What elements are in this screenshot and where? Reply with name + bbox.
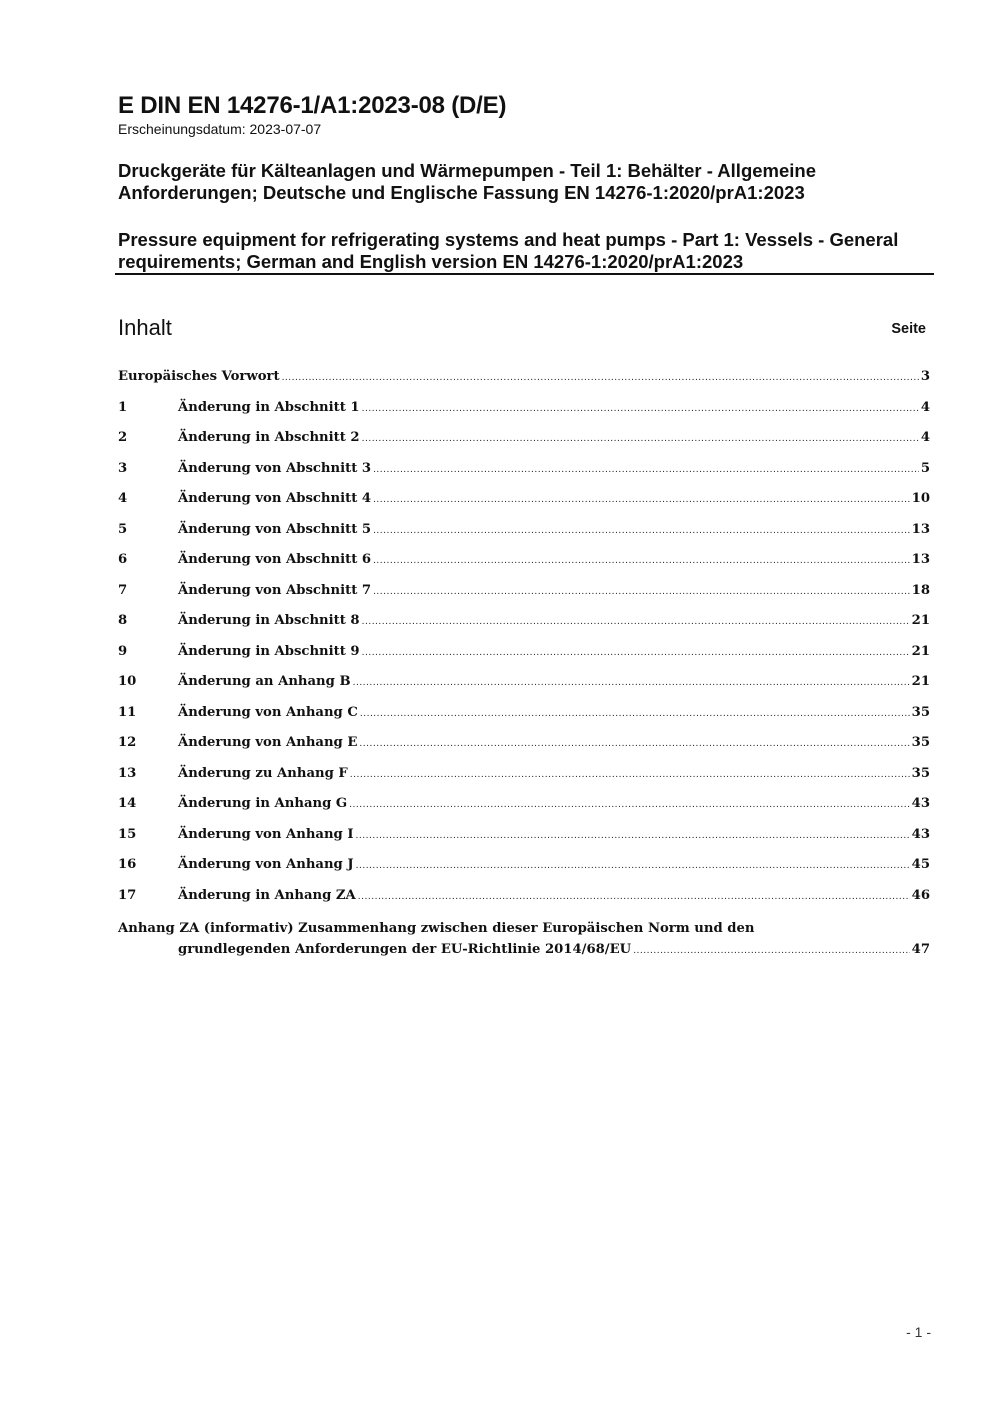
toc-entry-title: Änderung in Anhang ZA (178, 887, 356, 903)
toc-entry[interactable] (118, 857, 930, 888)
toc-entry-page: 43 (911, 796, 930, 811)
toc-entry[interactable] (118, 644, 930, 675)
toc-leader-dots (353, 678, 910, 688)
toc-leader-dots (282, 373, 919, 383)
toc-entry-number: 8 (118, 613, 128, 628)
toc-entry-number: 17 (118, 887, 137, 903)
title-english: Pressure equipment for refrigerating systems and heat pumps - Part 1: Vessels - General requirements; German and English version EN 14276-1:2020/prA1:2023 (118, 229, 899, 272)
toc-entry-page: 35 (911, 765, 930, 781)
toc-entry[interactable] (118, 766, 930, 797)
toc-entry[interactable] (118, 552, 930, 583)
title-german: Druckgeräte für Kälteanlagen und Wärmepumpen - Teil 1: Behälter - Allgemeine Anforderungen; Deutsche und Englische Fassung EN 14276-1:2020/prA1:2023 (118, 160, 817, 203)
toc-entry-annex-za[interactable] (118, 921, 930, 957)
toc-entry[interactable] (118, 796, 930, 827)
toc-annex-line1: Anhang ZA (informativ) Zusammenhang zwischen dieser Europäischen Norm und den (118, 921, 755, 936)
toc-entry-page: 35 (911, 735, 930, 750)
toc-entry[interactable] (118, 369, 930, 400)
toc-entry-title: Änderung in Anhang G (178, 796, 348, 811)
toc-entry-number: 4 (118, 491, 128, 506)
toc-entry-number: 3 (118, 460, 128, 476)
toc-entry[interactable] (118, 400, 930, 431)
toc-entry-number: 16 (118, 857, 137, 872)
toc-entry-number: 2 (118, 430, 128, 445)
toc-leader-dots (362, 434, 919, 444)
toc-entry-number: 1 (118, 399, 128, 415)
toc-entry-page: 4 (920, 430, 930, 445)
toc-entry-title: Änderung von Abschnitt 6 (178, 552, 372, 567)
toc-leader-dots (373, 495, 910, 505)
toc-entry-title: Änderung von Anhang J (178, 857, 354, 872)
toc-entry-title: Änderung von Anhang I (178, 826, 354, 842)
toc-entry[interactable] (118, 735, 930, 766)
toc-entry-number: 9 (118, 643, 128, 659)
toc-entry-page: 13 (911, 552, 930, 567)
toc-leader-dots (356, 831, 910, 841)
toc-entry-page: 45 (911, 857, 930, 872)
toc-entry[interactable] (118, 491, 930, 522)
page-number: - 1 - (906, 1324, 931, 1340)
toc-entry-number: 12 (118, 735, 137, 750)
toc-leader-dots (360, 709, 910, 719)
toc-entry[interactable] (118, 522, 930, 553)
toc-entry-title: Änderung in Abschnitt 9 (178, 643, 360, 659)
toc-entry-page: 35 (911, 704, 930, 720)
toc-entry-title: Änderung von Abschnitt 5 (178, 521, 372, 537)
toc-entry-number: 6 (118, 552, 128, 567)
toc-entry-number: 15 (118, 826, 137, 842)
toc-leader-dots (373, 526, 910, 536)
toc-entry-page: 43 (911, 826, 930, 842)
toc-leader-dots (373, 587, 910, 597)
toc-leader-dots (362, 648, 910, 658)
toc-entry-title: Änderung von Abschnitt 7 (178, 582, 372, 598)
toc-entry-page: 21 (911, 643, 930, 659)
toc-leader-dots (356, 861, 910, 871)
toc-entry-title: Änderung in Abschnitt 8 (178, 613, 360, 628)
toc-entry[interactable] (118, 827, 930, 858)
table-of-contents (118, 369, 930, 957)
toc-entry-page: 10 (911, 491, 930, 506)
toc-entry-page: 18 (911, 582, 930, 598)
toc-entry-title: Änderung in Abschnitt 2 (178, 430, 360, 445)
toc-entry-title: Änderung von Abschnitt 3 (178, 460, 372, 476)
toc-entry-number: 7 (118, 582, 128, 598)
toc-entry-title: Europäisches Vorwort (118, 369, 280, 384)
toc-entry-page: 3 (920, 369, 930, 384)
document-id: E DIN EN 14276-1/A1:2023-08 (D/E) (118, 92, 507, 119)
toc-entry[interactable] (118, 430, 930, 461)
toc-entry-title: Änderung von Abschnitt 4 (178, 491, 372, 506)
toc-entry[interactable] (118, 888, 930, 919)
toc-leader-dots (633, 946, 909, 956)
toc-entry[interactable] (118, 583, 930, 614)
publication-date: Erscheinungsdatum: 2023-07-07 (118, 121, 322, 137)
toc-entry-title: Änderung zu Anhang F (178, 765, 348, 781)
toc-entry-number: 5 (118, 521, 128, 537)
toc-entry-number: 14 (118, 796, 137, 811)
toc-entry-title: Änderung von Anhang C (178, 704, 358, 720)
toc-annex-title-cont: grundlegenden Anforderungen der EU-Richtlinie 2014/68/EU (178, 942, 632, 957)
toc-leader-dots (362, 617, 910, 627)
toc-entry[interactable] (118, 674, 930, 705)
toc-entry-number: 13 (118, 765, 137, 781)
page-column-label: Seite (891, 321, 926, 337)
toc-heading: Inhalt (118, 315, 172, 340)
toc-entry[interactable] (118, 461, 930, 492)
toc-entry-number: 10 (118, 674, 137, 689)
toc-leader-dots (350, 770, 910, 780)
header-rule (115, 273, 934, 275)
toc-entry-page: 5 (920, 460, 930, 476)
toc-entry[interactable] (118, 613, 930, 644)
toc-entry[interactable] (118, 705, 930, 736)
toc-entry-number: 11 (118, 704, 137, 720)
toc-entry-page: 13 (911, 521, 930, 537)
toc-leader-dots (362, 404, 919, 414)
toc-annex-line2 (118, 942, 930, 957)
toc-entry-page: 4 (920, 399, 930, 415)
toc-leader-dots (373, 556, 910, 566)
toc-entry-page: 47 (911, 942, 930, 957)
toc-leader-dots (349, 800, 909, 810)
toc-entry-title: Änderung an Anhang B (178, 674, 351, 689)
toc-entry-page: 46 (911, 887, 930, 903)
toc-leader-dots (358, 892, 910, 902)
toc-entry-page: 21 (911, 613, 930, 628)
toc-leader-dots (359, 739, 909, 749)
toc-entry-title: Änderung in Abschnitt 1 (178, 399, 360, 415)
toc-entry-page: 21 (911, 674, 930, 689)
toc-entry-title: Änderung von Anhang E (178, 735, 358, 750)
toc-leader-dots (373, 465, 919, 475)
